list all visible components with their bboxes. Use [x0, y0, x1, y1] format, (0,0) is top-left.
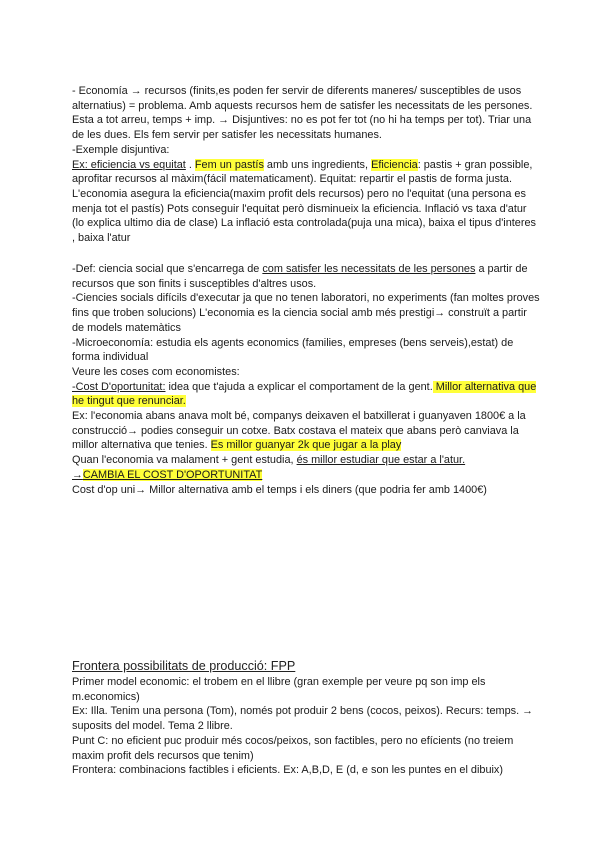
example-batxillerat-paragraph	[72, 409, 540, 453]
estudiar-underlined: és millor estudiar que estar a l'atur.	[296, 454, 466, 467]
text-span: a partir de recursos que son finits i susceptibles d'altres usos.	[72, 263, 528, 290]
punt-c-paragraph: Punt C: no eficient puc produir més cocos/peixos, son factibles, pero no efícients (no treiem maxim profit dels recursos que tenim)	[72, 734, 514, 762]
text-span: -Def: ciencia social que s'encarrega de	[72, 263, 263, 275]
illa-example-paragraph: Ex: Illa. Tenim una persona (Tom), només pot produir 2 bens (cocos, peixos). Recurs: temps. → suposits del model. Tema 2 llibre.	[72, 705, 534, 733]
frontera-paragraph: Frontera: combinacions factibles i eficients. Ex: A,B,D, E (d, e son les puntes en el dibuix)	[72, 764, 503, 777]
eficiencia-equitat-paragraph	[72, 158, 540, 246]
economia-intro-section	[72, 84, 540, 246]
text-span: idea que t'ajuda a explicar el comportament de la gent.	[165, 380, 433, 393]
economia-malament-paragraph	[72, 453, 540, 468]
fpp-heading: Frontera possibilitats de producció: FPP	[72, 659, 296, 673]
highlight-eficiencia: Eficiencia	[371, 158, 418, 171]
economia-definition-paragraph: - Economía → recursos (finits,es poden fer servir de diferents maneres/ susceptibles de usos alternatius) = problema. Amb aquests recursos hem de satisfer les necessitats de les persones. Esta a tot arreu, temps + imp. → Disjuntives: no es pot fer tot (no hi ha temps per tot). Triar una de les dues. Els fem servir per satisfer les necessitats humanes.	[72, 85, 533, 142]
economistes-paragraph: Veure les coses com economistes:	[72, 365, 240, 378]
cost-oportunitat-paragraph	[72, 380, 540, 409]
highlight-guanyar-2k: Es millor guanyar 2k que jugar a la play	[210, 439, 402, 452]
fpp-section	[72, 657, 540, 778]
text-span: : pastis + gran possible, aprofitar recursos al màxim(fácil matematicament). Equitat: repartir el pastis de forma justa. L'economia asegura la eficiencia(maxim profit dels recursos) pero no l'equitat (una persona es menja tot el pastís) Pots conseguir l'equitat però disminueix la eficiencia. Inflació vs taxa d'atur (lo explica ultimo dia de clase) La inflació esta controlada(puja una mica), baixa el tipus d'interes , baixa l'atur	[72, 158, 536, 245]
definicio-section	[72, 262, 540, 497]
primer-model-paragraph: Primer model economic: el trobem en el llibre (gran exemple per veure pq son imp els m.economics)	[72, 676, 486, 703]
text-span: Quan l'economia va malament + gent estudia,	[72, 454, 297, 467]
cost-op-uni-paragraph: Cost d'op uni→ Millor alternativa amb el temps i els diners (que podria fer amb 1400€)	[72, 483, 487, 496]
eficiencia-equitat-underlined: Ex: eficiencia vs equitat	[72, 158, 186, 171]
arrow-icon: →	[72, 468, 83, 481]
text-span: Ex: l'economia abans anava molt bé, companys deixaven el batxillerat i guanyaven 1800€ a la construcció→ podies conseguir un cotxe. Batx costava el mateix que abans però canviava la millor alternativa que tenies.	[72, 410, 526, 452]
necessitats-underlined: com satisfer les necessitats de les persones	[262, 263, 476, 275]
text-span: amb uns ingredients,	[263, 158, 372, 171]
def-paragraph	[72, 262, 540, 291]
text-span: .	[185, 158, 195, 171]
cost-oportunitat-underlined: -Cost D'oportunitat:	[72, 380, 166, 393]
highlight-millor-alternativa: Millor alternativa que he tingut que renunciar.	[72, 380, 537, 408]
ciencies-socials-paragraph: -Ciencies socials difícils d'executar ja que no tenen laboratori, no experiments (fan moltes proves fins que troben solucions) L'economia es la ciencia social amb més prestigi→ construït a partir de models matemàtics	[72, 292, 540, 334]
cambia-cost-paragraph	[72, 468, 540, 483]
highlight-pastis: Fem un pastís	[194, 158, 264, 171]
microeconomia-paragraph: -Microeconomía: estudia els agents economics (families, empreses (bens serveis),estat) de forma individual	[72, 336, 514, 364]
exemple-disjuntiva-label: -Exemple disjuntiva:	[72, 143, 170, 156]
highlight-cambia-cost: CAMBIA EL COST D'OPORTUNITAT	[82, 468, 263, 481]
